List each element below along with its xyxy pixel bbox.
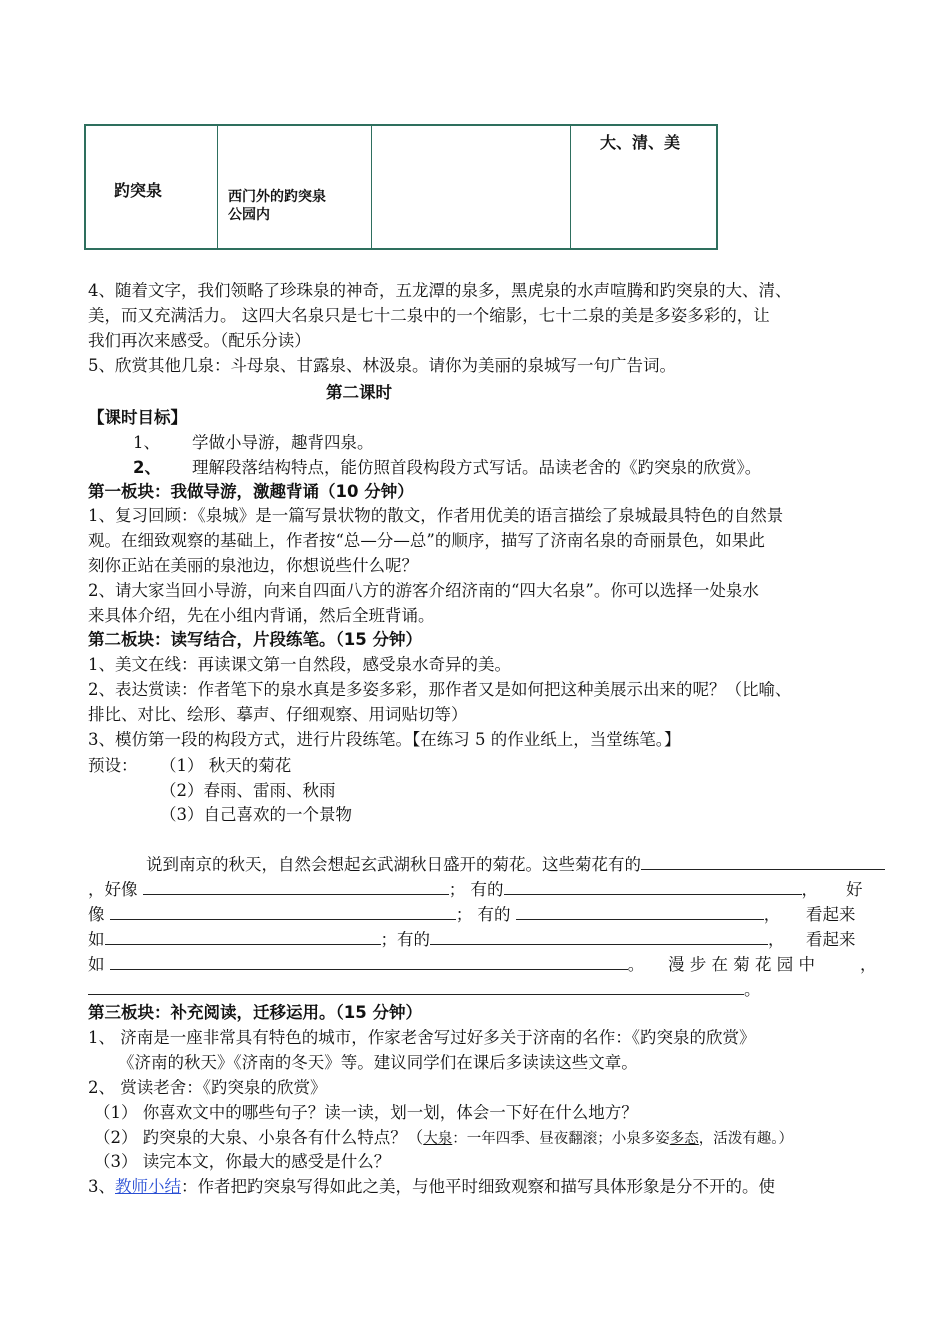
location-line-1: 西门外的趵突泉 xyxy=(228,189,326,205)
fill-text: 像 xyxy=(88,905,105,924)
fill-punct: 。 xyxy=(627,955,645,974)
paragraph-4-line-2: 美，而又充满活力。 这四大名泉只是七十二泉中的一个缩影，七十二泉的美是多姿多彩的，让 xyxy=(88,306,770,325)
table-cell-features: 大、清、美 xyxy=(600,133,681,152)
block-3-question-3: （3） 读完本文，你最大的感受是什么？ xyxy=(94,1152,391,1171)
paragraph-4-line-1: 4、随着文字，我们领略了珍珠泉的神奇，五龙潭的泉多，黑虎泉的水声喧腾和趵突泉的大、清、 xyxy=(88,281,792,300)
fill-text: 如 xyxy=(88,930,105,949)
block-1-line-4: 2、请大家当回小导游，向来自四面八方的游客介绍济南的“四大名泉”。你可以选择一处泉水 xyxy=(88,581,759,600)
q2-big-spring: 大泉 xyxy=(423,1131,453,1147)
fill-row-3 xyxy=(88,901,780,925)
table-divider xyxy=(570,126,571,248)
goal-1-text: 学做小导游，趣背四泉。 xyxy=(192,433,374,452)
q2-text: ，活泼有趣。） xyxy=(698,1131,793,1147)
fill-punct: ， xyxy=(763,905,781,924)
fill-text: 如 xyxy=(88,955,105,974)
block-2-line-4: 3、模仿第一段的构段方式，进行片段练笔。【在练习 5 的作业纸上，当堂练笔。】 xyxy=(88,730,681,749)
preset-label: 预设： xyxy=(88,756,138,775)
fill-row-4 xyxy=(88,926,785,950)
block-1-line-5: 来具体介绍，先在小组内背诵，然后全班背诵。 xyxy=(88,606,435,625)
block-3-question-1: （1） 你喜欢文中的哪些句子？读一读，划一划，体会一下好在什么地方？ xyxy=(94,1103,638,1122)
preset-item-3: （3）自己喜欢的一个景物 xyxy=(160,805,352,824)
fill-stroll: 漫 步 在 菊 花 园 中 xyxy=(668,955,815,974)
q2-duotai: 多态 xyxy=(669,1131,699,1147)
fill-row-6 xyxy=(88,976,761,1000)
fill-punct: ； xyxy=(448,880,466,899)
block-1-line-3: 刻你正站在美丽的泉池边，你想说些什么呢？ xyxy=(88,556,418,575)
table-divider xyxy=(217,126,218,248)
location-line-2: 公园内 xyxy=(228,207,270,223)
teacher-summary-link[interactable]: 教师小结 xyxy=(115,1177,181,1196)
block-3-question-2 xyxy=(94,1125,884,1152)
goal-2-number: 2、 xyxy=(133,458,161,477)
block-3-heading: 第三板块：补充阅读，迁移运用。（15 分钟） xyxy=(88,1003,422,1022)
b3-rest: ：作者把趵突泉写得如此之美，与他平时细致观察和描写具体形象是分不开的。使 xyxy=(181,1177,775,1196)
block-1-heading: 第一板块：我做导游，激趣背诵（10 分钟） xyxy=(88,482,414,501)
fill-text: ，好像 xyxy=(88,880,138,899)
fill-text: 有的 xyxy=(470,880,504,899)
goal-2-text: 理解段落结构特点，能仿照首段构段方式写话。品读老舍的《趵突泉的欣赏》。 xyxy=(192,458,762,477)
fill-punct: ， xyxy=(768,930,785,949)
blank-3[interactable] xyxy=(504,879,802,895)
spring-table xyxy=(84,124,718,250)
blank-9[interactable] xyxy=(88,979,744,995)
block-2-heading: 第二板块：读写结合，片段练笔。（15 分钟） xyxy=(88,630,422,649)
fill-stroll-comma: ， xyxy=(860,955,877,974)
blank-1[interactable] xyxy=(641,854,885,870)
fill-row-5 xyxy=(88,951,644,975)
fill-hao: 好 xyxy=(846,880,863,899)
block-1-line-2: 观。在细致观察的基础上，作者按“总—分—总”的顺序，描写了济南名泉的奇丽景色，如果此 xyxy=(88,531,765,550)
paragraph-5: 5、欣赏其他几泉：斗母泉、甘露泉、林汲泉。请你为美丽的泉城写一句广告词。 xyxy=(88,356,676,375)
blank-5[interactable] xyxy=(516,904,764,920)
fill-intro-text: 说到南京的秋天，自然会想起玄武湖秋日盛开的菊花。这些菊花有的 xyxy=(146,855,641,874)
table-divider xyxy=(371,126,372,248)
fill-text: 有的 xyxy=(477,905,511,924)
fill-kan-qi-lai: 看起来 xyxy=(806,905,856,924)
block-1-line-1: 1、复习回顾：《泉城》是一篇写景状物的散文，作者用优美的语言描绘了泉城最具特色的自然景 xyxy=(88,506,784,525)
fill-punct: ； xyxy=(455,905,473,924)
fill-text: 有的 xyxy=(397,930,430,949)
blank-6[interactable] xyxy=(105,929,381,945)
goals-heading: 【课时目标】 xyxy=(88,408,187,427)
fill-intro xyxy=(146,851,885,875)
q2-text: （2） 趵突泉的大泉、小泉各有什么特点？（ xyxy=(94,1128,424,1147)
block-3-line-3: 2、 赏读老舍：《趵突泉的欣赏》 xyxy=(88,1078,327,1097)
fill-row-2 xyxy=(88,876,818,900)
block-3-line-1: 1、 济南是一座非常具有特色的城市，作家老舍写过好多关于济南的名作：《趵突泉的欣赏》 xyxy=(88,1028,756,1047)
blank-8[interactable] xyxy=(110,954,628,970)
q2-text: ：一年四季、昼夜翻滚；小泉多姿 xyxy=(452,1131,670,1147)
lesson-2-title: 第二课时 xyxy=(326,383,392,402)
block-2-line-1: 1、美文在线：再读课文第一自然段，感受泉水奇异的美。 xyxy=(88,655,511,674)
preset-item-1: （1） 秋天的菊花 xyxy=(160,756,292,775)
paragraph-4-line-3: 我们再次来感受。（配乐分读） xyxy=(88,331,311,350)
goal-1-number: 1、 xyxy=(133,433,160,452)
b3-num: 3、 xyxy=(88,1177,115,1196)
blank-2[interactable] xyxy=(143,879,449,895)
table-cell-spring-name: 趵突泉 xyxy=(114,181,163,200)
fill-punct: 。 xyxy=(744,980,761,999)
preset-item-2: （2）春雨、雷雨、秋雨 xyxy=(160,781,336,800)
block-3-line-2: 《济南的秋天》《济南的冬天》等。建议同学们在课后多读读这些文章。 xyxy=(118,1053,638,1072)
fill-punct: ； xyxy=(380,930,397,949)
table-cell-location xyxy=(228,188,326,224)
fill-punct: ， xyxy=(801,880,818,899)
blank-4[interactable] xyxy=(110,904,456,920)
fill-kan-qi-lai-2: 看起来 xyxy=(806,930,856,949)
block-2-line-2: 2、表达赏读：作者笔下的泉水真是多姿多彩，那作者又是如何把这种美展示出来的呢？（比喻、 xyxy=(88,680,792,699)
block-2-line-3: 排比、对比、绘形、摹声、仔细观察、用词贴切等） xyxy=(88,705,468,724)
blank-7[interactable] xyxy=(430,929,768,945)
block-3-line-4 xyxy=(88,1174,878,1199)
